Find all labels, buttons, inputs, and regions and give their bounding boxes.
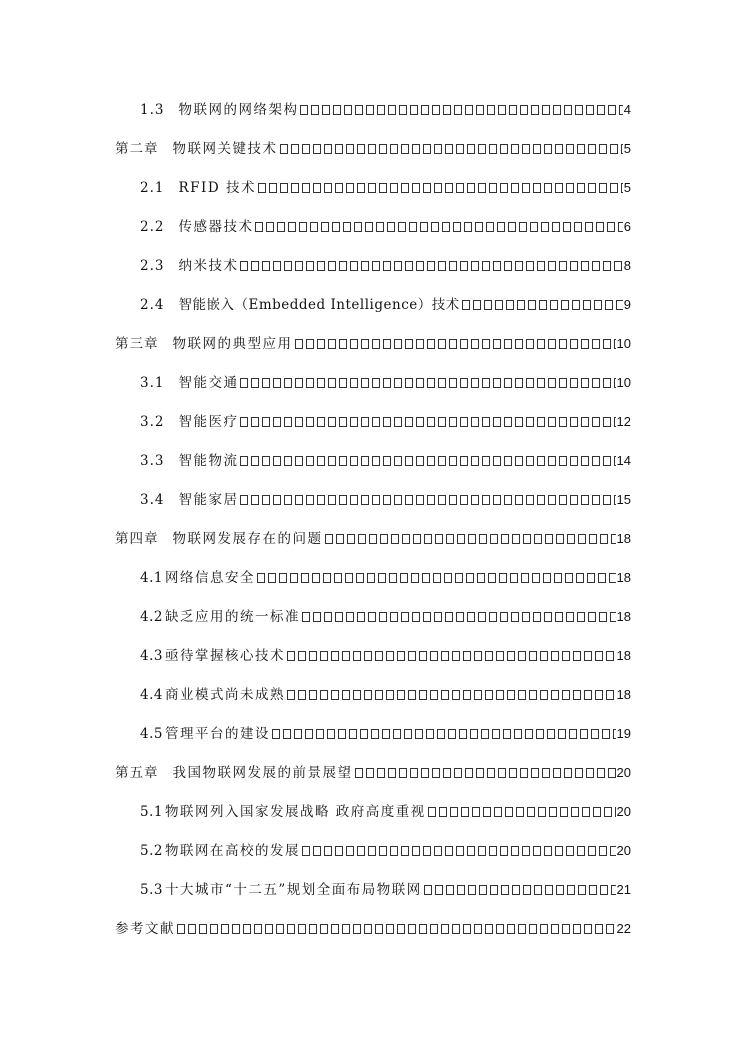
toc-entry-3-4[interactable] [140,490,631,510]
toc-page-number: 14 [616,453,631,468]
toc-entry-4-2[interactable] [140,607,631,627]
toc-entry-title: 智能物流 [178,453,239,469]
toc-dot-leader [255,222,622,232]
toc-dot-leader [258,183,623,193]
toc-entry-5-2[interactable] [140,841,631,861]
toc-page-number: 9 [623,297,631,312]
toc-dot-leader [424,885,616,895]
toc-dot-leader [240,456,615,466]
toc-entry-number: 4.5 [140,726,163,742]
toc-dot-leader [272,729,616,739]
toc-dot-leader [177,924,616,934]
toc-page-number: 15 [616,492,631,507]
toc-entry-title: 物联网关键技术 [172,141,278,157]
toc-entry-5-1[interactable] [140,802,631,822]
toc-entry-title: 智能医疗 [178,414,239,430]
toc-page-number: 21 [616,882,631,897]
toc-entry-number: 3.1 [140,375,165,391]
toc-dot-leader [240,261,622,271]
toc-entry-number: 2.3 [140,258,165,274]
toc-entry-chapter-5[interactable] [115,763,631,783]
toc-entry-title: 商业模式尚未成熟 [164,687,285,703]
toc-page-number: 18 [616,648,631,663]
toc-page-number: 10 [616,336,631,351]
toc-entry-title: 物联网列入国家发展战略 政府高度重视 [164,804,426,820]
toc-dot-leader [462,300,623,310]
toc-entry-title: 管理平台的建设 [164,726,270,742]
toc-entry-chapter-4[interactable] [115,529,631,549]
toc-page-number: 18 [616,531,631,546]
toc-entry-chapter-3[interactable] [115,334,631,354]
toc-entry-title: 缺乏应用的统一标准 [164,609,300,625]
toc-dot-leader [257,573,616,583]
toc-dot-leader [240,495,615,505]
toc-entry-3-3[interactable] [140,451,631,471]
toc-dot-leader [240,378,615,388]
toc-dot-leader [240,417,615,427]
toc-entry-title: 物联网发展存在的问题 [172,531,323,547]
toc-entry-number: 5.2 [140,843,163,859]
toc-entry-number: 3.4 [140,492,165,508]
toc-entry-title: 我国物联网发展的前景展望 [172,765,353,781]
toc-dot-leader [325,534,616,544]
toc-entry-3-1[interactable] [140,373,631,393]
toc-page-number: 4 [623,102,631,117]
toc-entry-2-4[interactable] [140,295,631,315]
toc-page-number: 20 [616,765,631,780]
toc-entry-title: 物联网的典型应用 [172,336,293,352]
toc-entry-title: 参考文献 [115,921,175,937]
toc-entry-number: 5.3 [140,882,163,898]
toc-page-number: 22 [616,921,631,936]
toc-dot-leader [280,144,623,154]
toc-entry-references[interactable] [115,919,631,939]
toc-dot-leader [302,612,616,622]
toc-entry-title: 智能嵌入（Embedded Intelligence）技术 [178,297,460,313]
toc-page-number: 8 [623,258,631,273]
toc-entry-title: 智能家居 [178,492,239,508]
toc-page-number: 10 [616,375,631,390]
toc-page-number: 12 [616,414,631,429]
toc-dot-leader [428,807,616,817]
toc-entry-5-3[interactable] [140,880,631,900]
toc-entry-1-3[interactable] [140,100,631,120]
toc-entry-number: 3.3 [140,453,165,469]
toc-entry-number: 5.1 [140,804,163,820]
toc-entry-title: 亟待掌握核心技术 [164,648,285,664]
toc-dot-leader [295,339,616,349]
toc-page-number: 5 [623,180,631,195]
toc-entry-4-4[interactable] [140,685,631,705]
toc-page-number: 18 [616,687,631,702]
toc-chapter-label: 第三章 [115,336,159,352]
toc-chapter-label: 第四章 [115,531,159,547]
toc-entry-4-5[interactable] [140,724,631,744]
toc-entry-title: 传感器技术 [178,219,254,235]
toc-page-number: 6 [623,219,631,234]
toc-page-number: 20 [616,804,631,819]
toc-dot-leader [355,768,616,778]
toc-entry-title: 网络信息安全 [164,570,255,586]
toc-chapter-label: 第五章 [115,765,159,781]
toc-entry-title: 物联网在高校的发展 [164,843,300,859]
toc-dot-leader [287,651,616,661]
toc-entry-number: 1.3 [140,102,165,118]
toc-entry-number: 4.1 [140,570,163,586]
toc-entry-number: 2.1 [140,180,165,196]
toc-entry-title: 物联网的网络架构 [178,102,299,118]
toc-entry-title: 十大城市“十二五”规划全面布局物联网 [164,882,422,898]
toc-entry-2-2[interactable] [140,217,631,237]
toc-entry-title: 智能交通 [178,375,239,391]
toc-page-number: 18 [616,609,631,624]
toc-dot-leader [287,690,616,700]
toc-entry-number: 2.4 [140,297,165,313]
toc-entry-number: 2.2 [140,219,165,235]
toc-entry-number: 4.4 [140,687,163,703]
toc-entry-title: 纳米技术 [178,258,239,274]
toc-entry-2-3[interactable] [140,256,631,276]
toc-chapter-label: 第二章 [115,141,159,157]
toc-entry-number: 3.2 [140,414,165,430]
toc-page-number: 20 [616,843,631,858]
toc-entry-number: 4.2 [140,609,163,625]
toc-entry-2-1[interactable] [140,178,631,198]
toc-entry-chapter-2[interactable] [115,139,631,159]
toc-entry-number: 4.3 [140,648,163,664]
toc-page-number: 19 [616,726,631,741]
toc-page-number: 5 [623,141,631,156]
toc-dot-leader [300,105,622,115]
toc-dot-leader [302,846,616,856]
toc-entry-3-2[interactable] [140,412,631,432]
toc-entry-4-1[interactable] [140,568,631,588]
toc-entry-title: RFID 技术 [178,180,256,196]
toc-page-number: 18 [616,570,631,585]
toc-entry-4-3[interactable] [140,646,631,666]
